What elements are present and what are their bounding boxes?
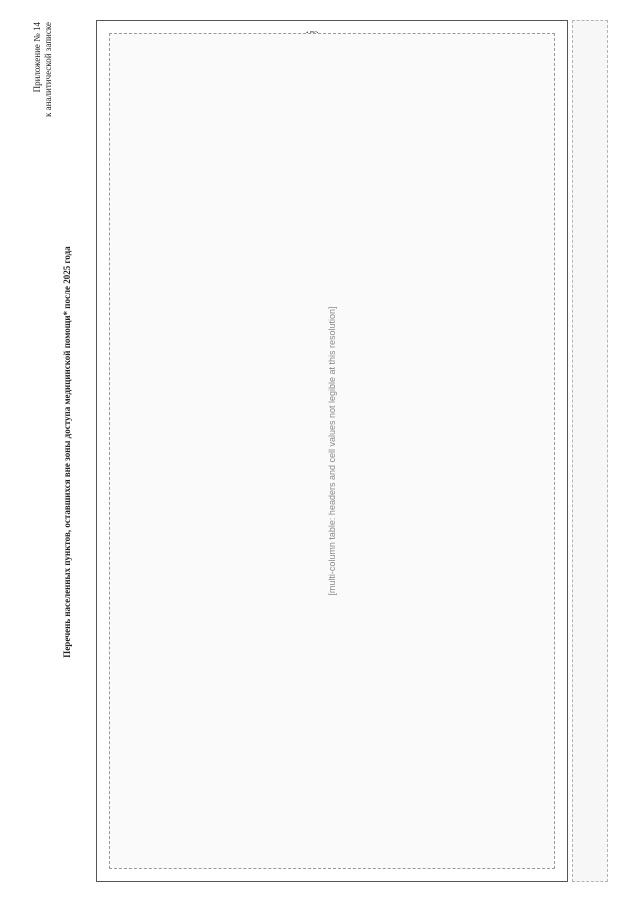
settlements-table xyxy=(96,20,568,882)
table-placeholder: [multi-column table: headers and cell values not legible at this resolution] xyxy=(109,33,555,869)
appendix-label-line-1: Приложение № 14 xyxy=(32,22,42,93)
document-title: Перечень населенных пунктов, оставшихся вне зоны доступа медицинской помощи* после 2025 года xyxy=(62,246,72,658)
appendix-label xyxy=(32,22,55,182)
rotated-page-content xyxy=(32,22,606,882)
appendix-label-line-2: к аналитической записке xyxy=(43,22,54,117)
footnotes-placeholder xyxy=(572,20,608,882)
